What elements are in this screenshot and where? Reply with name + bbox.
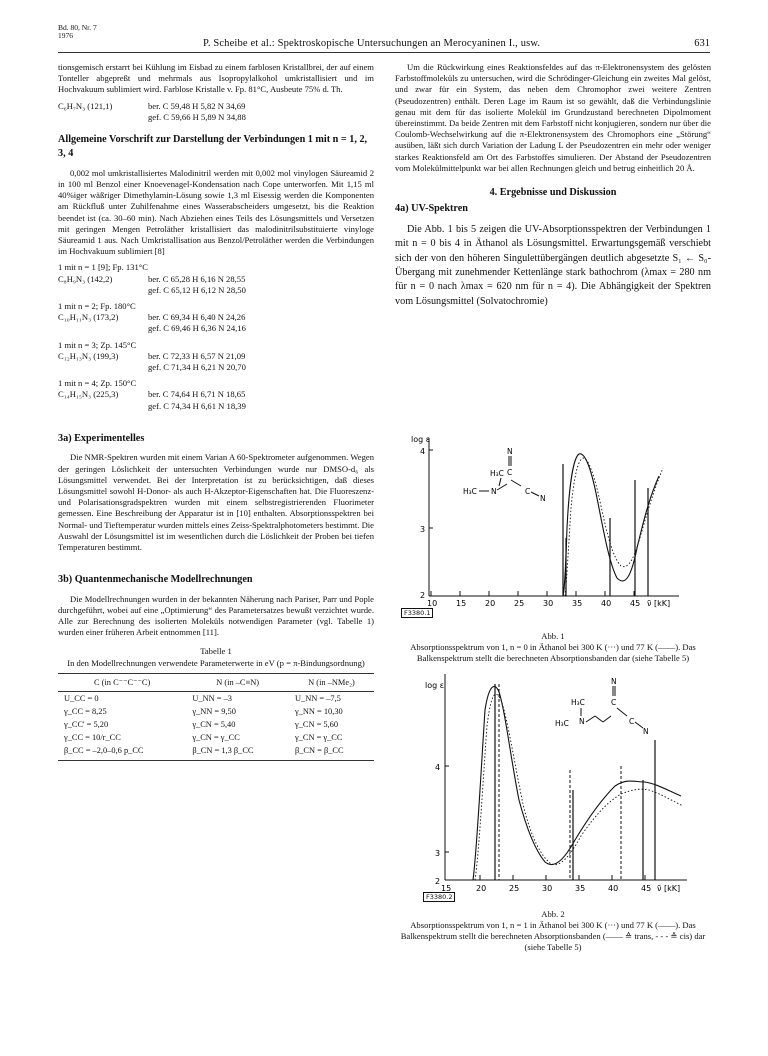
x-ticks xyxy=(427,591,670,608)
section-heading: 3a) Experimentelles xyxy=(58,432,145,444)
atom-label: N xyxy=(540,494,546,503)
x-tick-label: 45 xyxy=(630,599,641,608)
formula: C₁₂H₁₃N₃ (199,3) xyxy=(58,350,119,361)
x-tick-label: 25 xyxy=(509,884,520,893)
bond xyxy=(635,722,643,728)
paragraph: Um die Rückwirkung eines Reaktionsfeldes auf das π-Elektronensystem des gelösten Farbstoffmoleküls zu untersuchen, wird die Schrödinger-Gleichung ein zweites Mal gelöst, und zwar für ein System, das neben dem Chromophor zwei weitere Zentren (Pseudozentren) enthält. Deren Lage im Raum ist so gewählt, daß die Verbindungslinie genau mit dem für das isolierte Molekül im Grundzustand berechneten Dipolmoment übereinstimmt. Da beide Zentren mit dem Farbstoff nicht konjugieren, sondern nur über die Coulomb-Wechselwirkung auf die π-Elektronensystem des Chromophors eine „Störung“ ausüben, läßt sich durch Variation der Ladung L der Pseudozentren ein mehr oder weniger starkes Reaktionsfeld am Ort des Farbstoffes simulieren. Der Abstand der Pseudozentren vom Molekülmittelpunkt war bei allen Rechnungen gleich und betrug einheitlich 20 Å. xyxy=(395,62,711,173)
analysis-found: gef. C 65,12 H 6,12 N 28,50 xyxy=(148,284,246,295)
spectrum-plot-2 xyxy=(395,670,711,900)
compound-label: 1 mit n = 3; Zp. 145°C xyxy=(58,339,137,350)
x-tick-label: 30 xyxy=(542,884,553,893)
section-heading: 3b) Quantenmechanische Modellrechnungen xyxy=(58,574,253,586)
analysis-block xyxy=(58,101,374,123)
atom-label: N xyxy=(643,727,649,736)
formula: C₈H₉N₃ (142,2) xyxy=(58,273,113,284)
y-tick-label: 4 xyxy=(420,447,426,456)
volume-year: 1976 xyxy=(58,31,73,40)
x-tick-label: 15 xyxy=(441,884,452,893)
compound-label: 1 mit n = 2; Fp. 180°C xyxy=(58,301,136,312)
spectrum-plot-1 xyxy=(395,428,711,618)
atom-label: N xyxy=(611,677,617,686)
compound-label: 1 mit n = 4; Zp. 150°C xyxy=(58,378,137,389)
table-row xyxy=(58,718,374,731)
table-cell: β_CN = β_CC xyxy=(289,744,374,761)
analysis-block xyxy=(58,340,374,374)
figure-caption: Absorptionsspektrum von 1, n = 0 in Äthanol bei 300 K (···) und 77 K (——). Das Balkenspektrum stellt die berechneten Absorptionsbanden dar (siehe Tabelle 5) xyxy=(410,642,696,663)
left-column xyxy=(58,62,374,761)
x-tick-label: 45 xyxy=(641,884,652,893)
table-cell: U_NN = –3 xyxy=(192,693,232,703)
x-ticks xyxy=(441,875,680,893)
paragraph: Die Abb. 1 bis 5 zeigen die UV-Absorptionsspektren der Verbindungen 1 mit n = 0 bis 4 in Äthanol als Lösungsmittel. Erwartungsgemäß verschiebt sich der von den höheren Singulettübergängen deutlich abgesetzte S₁ ← S₀-Übergang mit zunehmender Kettenlänge stark bathochrom (λmax = 280 nm für n = 0 nach λmax = 620 nm für n = 4). Die Abhängigkeit der Spektren vom Lösungsmittel (Solvatochromie) xyxy=(395,223,711,307)
table-cell: γ_CC = 8,25 xyxy=(64,706,107,716)
analysis-block xyxy=(58,301,374,335)
figure-title: Abb. 1 xyxy=(541,631,565,641)
section-heading: 4. Ergebnisse und Diskussion xyxy=(489,187,617,199)
figure-caption: Absorptionsspektrum von 1, n = 1 in Äthanol bei 300 K (···) und 77 K (——). Das Balkenspektrum stellt die berechneten Absorptionsbanden (—— ≙ trans, - - - ≙ cis) dar (siehe Tabelle 5) xyxy=(400,920,706,952)
analysis-block xyxy=(58,378,374,412)
table-cell: γ_CN = γ_CC xyxy=(294,732,343,742)
x-tick-label: 35 xyxy=(575,884,586,893)
atom-label: C xyxy=(611,698,617,707)
y-tick-label: 4 xyxy=(435,763,441,772)
bond xyxy=(497,484,507,490)
table-caption: In den Modellrechnungen verwendete Parameterwerte in eV (p = π-Bindungsordnung) xyxy=(67,657,365,668)
analysis-found: gef. C 74,34 H 6,61 N 18,39 xyxy=(148,400,246,411)
table-cell: γ_CN = 5,60 xyxy=(294,719,339,729)
running-title: P. Scheibe et al.: Spektroskopische Untersuchungen an Merocyaninen I., usw. xyxy=(203,38,541,49)
analysis-block xyxy=(58,262,374,296)
analysis-calc: ber. C 59,48 H 5,82 N 34,69 xyxy=(148,100,246,111)
x-tick-label: 30 xyxy=(543,599,554,608)
analysis-calc: ber. C 65,28 H 6,16 N 28,55 xyxy=(148,273,246,284)
paragraph: Die NMR-Spektren wurden mit einem Varian A 60-Spektrometer aufgenommen. Wegen der geringen Löslichkeit der untersuchten Verbindungen wurde nur DMSO-d₆ als Lösungsmittel verwendet. Bei der Interpretation ist zu berücksichtigen, daß dieses Lösungsmittel sowohl H-Donor- als auch H-Akzeptor-Eigenschaften hat. Die Fluoreszenz- und Polarisationsgradspektren wurden mit einem selbstregistrierenden Fluorimeter gemessen. Eine Beschreibung der Apparatur ist in [10] enthalten. Absorptionsspektren bei Normal- und Tieftemperatur wurden mittels eines Zeiss-Spektralphotometers bestimmt. Die Auswahl der Lösungsmittel ist im wesentlichen durch die Löslichkeit der Proben bei tiefen Temperaturen bestimmt. xyxy=(58,452,374,552)
table-cell: β_CN = 1,3 β_CC xyxy=(186,744,289,761)
table-header: N (in –C≡N) xyxy=(186,673,289,691)
y-axis-label: log ε xyxy=(411,435,431,444)
table-caption-title: Tabelle 1 xyxy=(200,646,232,657)
figure-2 xyxy=(395,670,711,953)
table-row xyxy=(58,691,374,705)
table-cell: U_NN = –7,5 xyxy=(294,693,341,703)
figure-id: F3380.1 xyxy=(401,608,433,618)
section-heading: 4a) UV-Spektren xyxy=(395,203,468,215)
atom-label: N xyxy=(579,717,585,726)
right-column xyxy=(395,62,711,309)
table-cell: γ_CN = 5,40 xyxy=(192,719,236,729)
y-tick-label: 3 xyxy=(420,525,426,534)
analysis-found: gef. C 71,34 H 6,21 N 20,70 xyxy=(148,362,246,373)
atom-label: C xyxy=(507,468,513,477)
atom-label: N xyxy=(507,447,513,456)
parameter-table xyxy=(58,673,374,761)
analysis-calc: ber. C 72,33 H 6,57 N 21,09 xyxy=(148,350,246,361)
section-heading: Allgemeine Vorschrift zur Darstellung der Verbindungen 1 mit n = 1, 2, 3, 4 xyxy=(58,134,368,160)
atom-label: H₃C xyxy=(463,487,477,496)
atom-label: H₃C xyxy=(571,698,585,707)
bond xyxy=(595,716,603,722)
table-cell: γ_CC' = 5,20 xyxy=(64,719,109,729)
x-tick-label: 15 xyxy=(456,599,467,608)
volume-info xyxy=(58,24,97,40)
formula: C₁₀H₁₁N₃ (173,2) xyxy=(58,312,119,323)
x-tick-label: 10 xyxy=(427,599,438,608)
atom-label: H₃C xyxy=(490,469,504,478)
analysis-calc: ber. C 69,34 H 6,40 N 24,26 xyxy=(148,312,246,323)
volume-number: Bd. 80, Nr. 7 xyxy=(58,23,97,32)
y-tick-label: 3 xyxy=(435,849,441,858)
table-row xyxy=(58,744,374,761)
atom-label: N xyxy=(491,487,497,496)
bond xyxy=(586,716,595,722)
x-tick-label: 25 xyxy=(514,599,525,608)
table-cell: γ_CN = γ_CC xyxy=(192,732,240,742)
x-axis-label: ν̃ [kK] xyxy=(647,599,671,608)
analysis-calc: ber. C 74,64 H 6,71 N 18,65 xyxy=(148,389,246,400)
compound-label: 1 mit n = 1 [9]; Fp. 131°C xyxy=(58,262,148,273)
table-header: N (in –NMe₂) xyxy=(289,673,374,691)
page-number: 631 xyxy=(694,38,710,49)
page-header xyxy=(58,24,710,53)
x-tick-label: 20 xyxy=(485,599,496,608)
y-axis-label: log ε xyxy=(425,681,445,690)
bond xyxy=(531,492,539,496)
table-row xyxy=(58,705,374,718)
spectrum-curve-77k xyxy=(563,454,659,596)
x-tick-label: 35 xyxy=(572,599,583,608)
bond xyxy=(617,708,627,716)
spectrum-curve-77k xyxy=(473,686,681,880)
table-cell: U_CC = 0 xyxy=(64,693,99,703)
table-cell: γ_CC = 10/r_CC xyxy=(64,732,121,742)
x-tick-label: 40 xyxy=(601,599,612,608)
figure-1 xyxy=(395,428,711,664)
table-cell: β_CC = –2,0–0,6 p_CC xyxy=(58,744,186,761)
paragraph: Die Modellrechnungen wurden in der bekannten Näherung nach Pariser, Parr und Pople durchgeführt, wobei auf eine „Optimierung“ des Parametersatzes bewußt verzichtet wurde. Alle zur Berechnung des isolierten Moleküls notwendigen Parameter (vgl. Tabelle 1) wurden einer früheren Arbeit entnommen [11]. xyxy=(58,593,374,638)
table-header: C (in C⁻⁻C⁻⁻C) xyxy=(58,673,186,691)
bond xyxy=(603,716,611,722)
bond xyxy=(499,478,501,486)
y-tick-label: 2 xyxy=(435,877,441,886)
x-tick-label: 40 xyxy=(608,884,619,893)
molecule-structure-1 xyxy=(463,447,546,503)
figure-id: F3380.2 xyxy=(423,892,455,902)
y-tick-label: 2 xyxy=(420,591,426,600)
table-row xyxy=(58,731,374,744)
atom-label: H₃C xyxy=(555,719,569,728)
paragraph: tionsgemisch erstarrt bei Kühlung im Eisbad zu einem farblosen Kristallbrei, der auf einem Tonteller abgepreßt und mehrmals aus Isopropylalkohol umkristallisiert und im Hochvakuum sublimiert wird. Farblose Kristalle v. Fp. 81°C, Ausbeute 75% d. Th. xyxy=(58,62,374,95)
atom-label: C xyxy=(525,487,531,496)
formula: C₆H₇N₃ (121,1) xyxy=(58,100,113,111)
x-axis-label: ν̃ [kK] xyxy=(657,884,681,893)
x-tick-label: 20 xyxy=(476,884,487,893)
molecule-structure-2 xyxy=(555,677,649,736)
atom-label: C xyxy=(629,717,635,726)
table-cell: γ_NN = 10,30 xyxy=(294,706,343,716)
bond xyxy=(511,480,521,486)
formula: C₁₄H₁₅N₃ (225,3) xyxy=(58,389,119,400)
table-cell: γ_NN = 9,50 xyxy=(192,706,236,716)
analysis-found: gef. C 59,66 H 5,89 N 34,88 xyxy=(148,111,246,122)
figure-title: Abb. 2 xyxy=(541,909,565,919)
analysis-found: gef. C 69,46 H 6,36 N 24,16 xyxy=(148,323,246,334)
paragraph: 0,002 mol umkristallisiertes Malodinitril werden mit 0,002 mol vinylogen Säureamid 2 in 100 ml Benzol einer Knoevenagel-Kondensation nach Cope unterworfen. Mit 1,15 ml 40%iger wäßriger Dimethylamin-Lösung sowie 1,3 ml Eisessig werden die Komponenten am Rückfluß unter Zuhilfenahme eines Wasserabscheiders umgesetzt, bis die Reaktion beendet ist (ca. 30–60 min). Nach Abziehen eines Teils des Lösungsmittels und Versetzen mit geringen Mengen Petroläther kristallisiert das malodinitrilsubstituierte vinyloge Säureamid 1 aus. Nach Umkristallisation aus Benzol/Petroläther werden die Verbindungen im Hochvakuum sublimiert [8] xyxy=(58,167,374,257)
